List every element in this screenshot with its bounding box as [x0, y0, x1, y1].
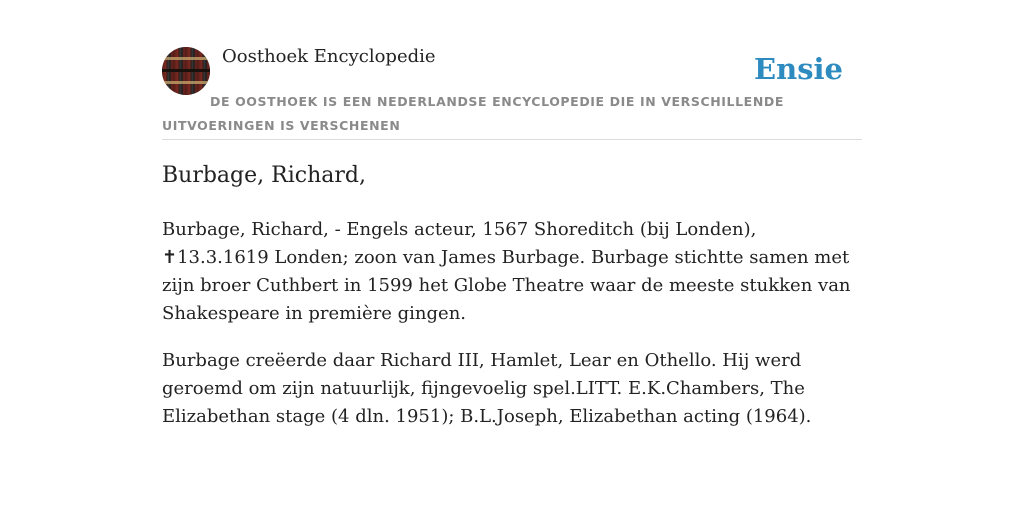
header — [162, 0, 862, 140]
spine-band — [162, 57, 210, 60]
encyclopedia-books-icon[interactable] — [162, 47, 210, 95]
spine-band — [162, 81, 210, 84]
article-title: Burbage, Richard, — [162, 163, 366, 188]
article-paragraph: Burbage, Richard, - Engels acteur, 1567 Shoreditch (bij Londen), ✝13.3.1619 Londen; zoon van James Burbage. Burbage stichtte samen met zijn broer Cuthbert in 1599 het Globe Theatre waar de meeste stukken van Shakespeare in première gingen. — [162, 219, 851, 324]
article-body — [162, 216, 862, 450]
brand-logo-link[interactable]: Ensie — [754, 52, 843, 86]
article-paragraph: Burbage creëerde daar Richard III, Hamlet, Lear en Othello. Hij werd geroemd om zijn natuurlijk, fijngevoelig spel.LITT. E.K.Chambers, The Elizabethan stage (4 dln. 1951); B.L.Joseph, Elizabethan acting (1964). — [162, 350, 812, 427]
site-tagline: DE OOSTHOEK IS EEN NEDERLANDSE ENCYCLOPEDIE DIE IN VERSCHILLENDE UITVOERINGEN IS VERSCHENEN — [162, 94, 784, 133]
site-title[interactable]: Oosthoek Encyclopedie — [222, 46, 436, 67]
page — [162, 0, 862, 427]
shelf-divider — [162, 69, 210, 72]
